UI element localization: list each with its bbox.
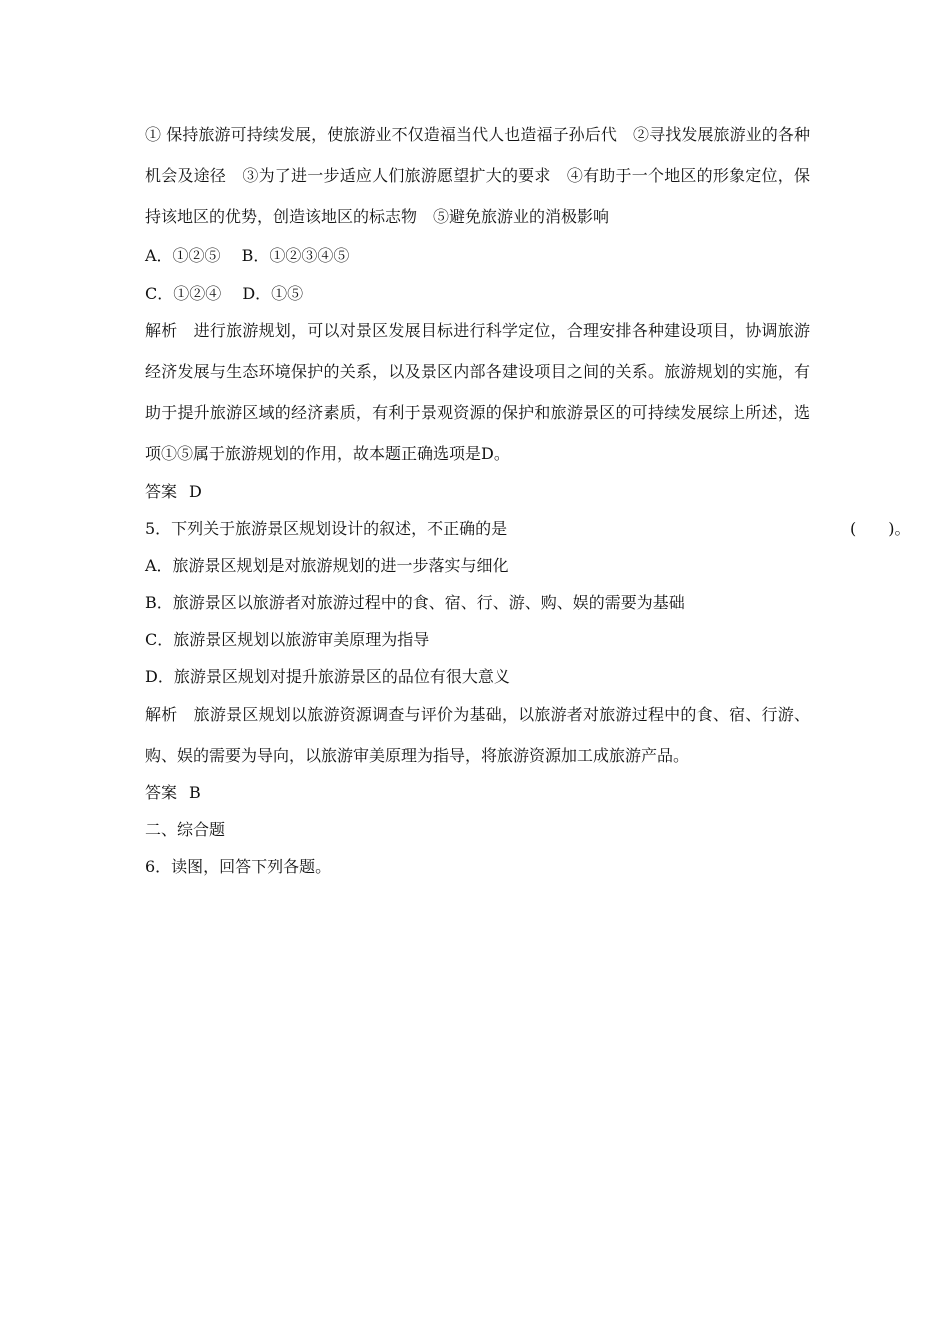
q4-answer-label: 答案 (145, 482, 178, 501)
q5-analysis (145, 694, 810, 776)
q4-options-text: ① 保持旅游可持续发展，使旅游业不仅造福当代人也造福子孙后代 ②寻找发展旅游业的各种机会及途径 ③为了进一步适应人们旅游愿望扩大的要求 ④有助于一个地区的形象定位，保持该地区的优势，创造该地区的标志物 ⑤避免旅游业的消极影响 (145, 125, 810, 226)
q5-option-c: C．旅游景区规划以旅游审美原理为指导 (145, 630, 430, 649)
q5-option-d: D．旅游景区规划对提升旅游景区的品位有很大意义 (145, 667, 510, 686)
q5-option-b: B．旅游景区以旅游者对旅游过程中的食、宿、行、游、购、娱的需要为基础 (145, 593, 685, 612)
q4-analysis-text: 进行旅游规划，可以对景区发展目标进行科学定位，合理安排各种建设项目，协调旅游经济发展与生态环境保护的关系，以及景区内部各建设项目之间的关系。旅游规划的实施，有助于提升旅游区域的经济素质，有利于景观资源的保护和旅游景区的可持续发展综上所述，选项①⑤属于旅游规划的作用，故本题正确选项是D。 (145, 321, 810, 463)
q5-answer-value: B (189, 783, 201, 802)
q5-analysis-label: 解析 (145, 705, 178, 724)
q5-analysis-text: 旅游景区规划以旅游资源调查与评价为基础，以旅游者对旅游过程中的食、宿、行游、购、娱的需要为导向，以旅游审美原理为指导，将旅游资源加工成旅游产品。 (145, 705, 810, 765)
q6-stem: 6．读图，回答下列各题。 (145, 857, 332, 876)
q4-answer-value: D (189, 482, 202, 501)
q5-answer-label: 答案 (145, 783, 178, 802)
q4-analysis-label: 解析 (145, 321, 178, 340)
q5-option-a: A．旅游景区规划是对旅游规划的进一步落实与细化 (145, 556, 509, 575)
q4-analysis (145, 310, 810, 474)
q4-answer (145, 481, 810, 503)
q5-stem-line (145, 518, 911, 540)
q5-answer-paren: ( )。 (850, 519, 911, 538)
q4-choices-ab: A．①②⑤ B．①②③④⑤ (145, 246, 350, 265)
q5-answer (145, 782, 810, 804)
section-title: 二、综合题 (145, 820, 226, 839)
q4-choices-cd: C．①②④ D．①⑤ (145, 284, 304, 303)
q5-stem: 5．下列关于旅游景区规划设计的叙述，不正确的是 (145, 519, 508, 538)
